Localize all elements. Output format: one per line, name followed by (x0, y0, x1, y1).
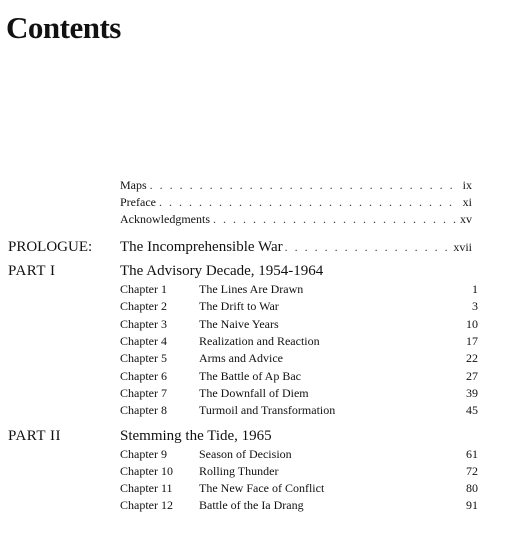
chapter-title: Realization and Reaction (199, 334, 320, 348)
toc-chapter-row[interactable] (120, 498, 478, 515)
chapter-title: The Drift to War (199, 299, 279, 313)
prologue-title: The Incomprehensible War (120, 239, 283, 255)
chapter-title: Rolling Thunder (199, 464, 279, 478)
chapter-number: Chapter 3 (120, 317, 167, 331)
part-2-label: PART II (8, 428, 62, 444)
chapter-number: Chapter 11 (120, 481, 173, 495)
chapter-number: Chapter 7 (120, 386, 167, 400)
toc-chapter-row[interactable] (120, 334, 478, 351)
part-2-title[interactable]: Stemming the Tide, 1965 (120, 428, 272, 444)
chapter-page: 17 (466, 334, 478, 348)
entry-page: xi (462, 195, 472, 209)
dot-leader (159, 195, 460, 210)
chapter-page: 80 (466, 481, 478, 495)
toc-chapter-row[interactable] (120, 464, 478, 481)
toc-entry-acknowledgments[interactable] (120, 212, 472, 227)
chapter-title: Season of Decision (199, 447, 292, 461)
toc-chapter-row[interactable] (120, 299, 478, 316)
dot-leader (150, 178, 460, 193)
toc-entry-preface[interactable] (120, 195, 472, 210)
chapter-title: The Battle of Ap Bac (199, 369, 301, 383)
toc-entry-maps[interactable] (120, 178, 472, 193)
chapter-title: The Downfall of Diem (199, 386, 309, 400)
toc-chapter-row[interactable] (120, 282, 478, 299)
chapter-page: 91 (466, 498, 478, 512)
dot-leader (285, 240, 452, 255)
chapter-number: Chapter 12 (120, 498, 173, 512)
chapter-page: 39 (466, 386, 478, 400)
chapter-page: 1 (472, 282, 478, 296)
prologue-label: PROLOGUE: (8, 239, 93, 255)
entry-label: Acknowledgments (120, 212, 210, 226)
chapter-page: 45 (466, 403, 478, 417)
dot-leader (213, 212, 457, 227)
chapter-title: Arms and Advice (199, 351, 283, 365)
chapter-page: 72 (466, 464, 478, 478)
entry-label: Maps (120, 178, 147, 192)
page-title: Contents (6, 10, 121, 45)
toc-chapter-row[interactable] (120, 386, 478, 403)
toc-chapter-row[interactable] (120, 403, 478, 420)
chapter-number: Chapter 6 (120, 369, 167, 383)
chapter-number: Chapter 9 (120, 447, 167, 461)
toc-chapter-row[interactable] (120, 351, 478, 368)
chapter-number: Chapter 4 (120, 334, 167, 348)
chapter-title: Battle of the Ia Drang (199, 498, 304, 512)
toc-entry-prologue[interactable] (8, 239, 472, 256)
toc-chapter-row[interactable] (120, 447, 478, 464)
entry-page: ix (462, 178, 472, 192)
chapter-page: 22 (466, 351, 478, 365)
entry-page: xv (460, 212, 472, 226)
part-1-label: PART I (8, 263, 56, 279)
part-1-title[interactable]: The Advisory Decade, 1954-1964 (120, 263, 324, 279)
chapter-page: 27 (466, 369, 478, 383)
chapter-title: The Lines Are Drawn (199, 282, 304, 296)
chapter-title: Turmoil and Transformation (199, 403, 336, 417)
chapter-page: 61 (466, 447, 478, 461)
toc-chapter-row[interactable] (120, 369, 478, 386)
chapter-number: Chapter 10 (120, 464, 173, 478)
chapter-page: 10 (466, 317, 478, 331)
chapter-number: Chapter 1 (120, 282, 167, 296)
entry-label: Preface (120, 195, 156, 209)
toc-chapter-row[interactable] (120, 481, 478, 498)
chapter-title: The Naive Years (199, 317, 279, 331)
chapter-page: 3 (472, 299, 478, 313)
prologue-page: xvii (453, 240, 472, 254)
chapter-number: Chapter 8 (120, 403, 167, 417)
toc-chapter-row[interactable] (120, 317, 478, 334)
chapter-number: Chapter 2 (120, 299, 167, 313)
chapter-title: The New Face of Conflict (199, 481, 325, 495)
chapter-number: Chapter 5 (120, 351, 167, 365)
